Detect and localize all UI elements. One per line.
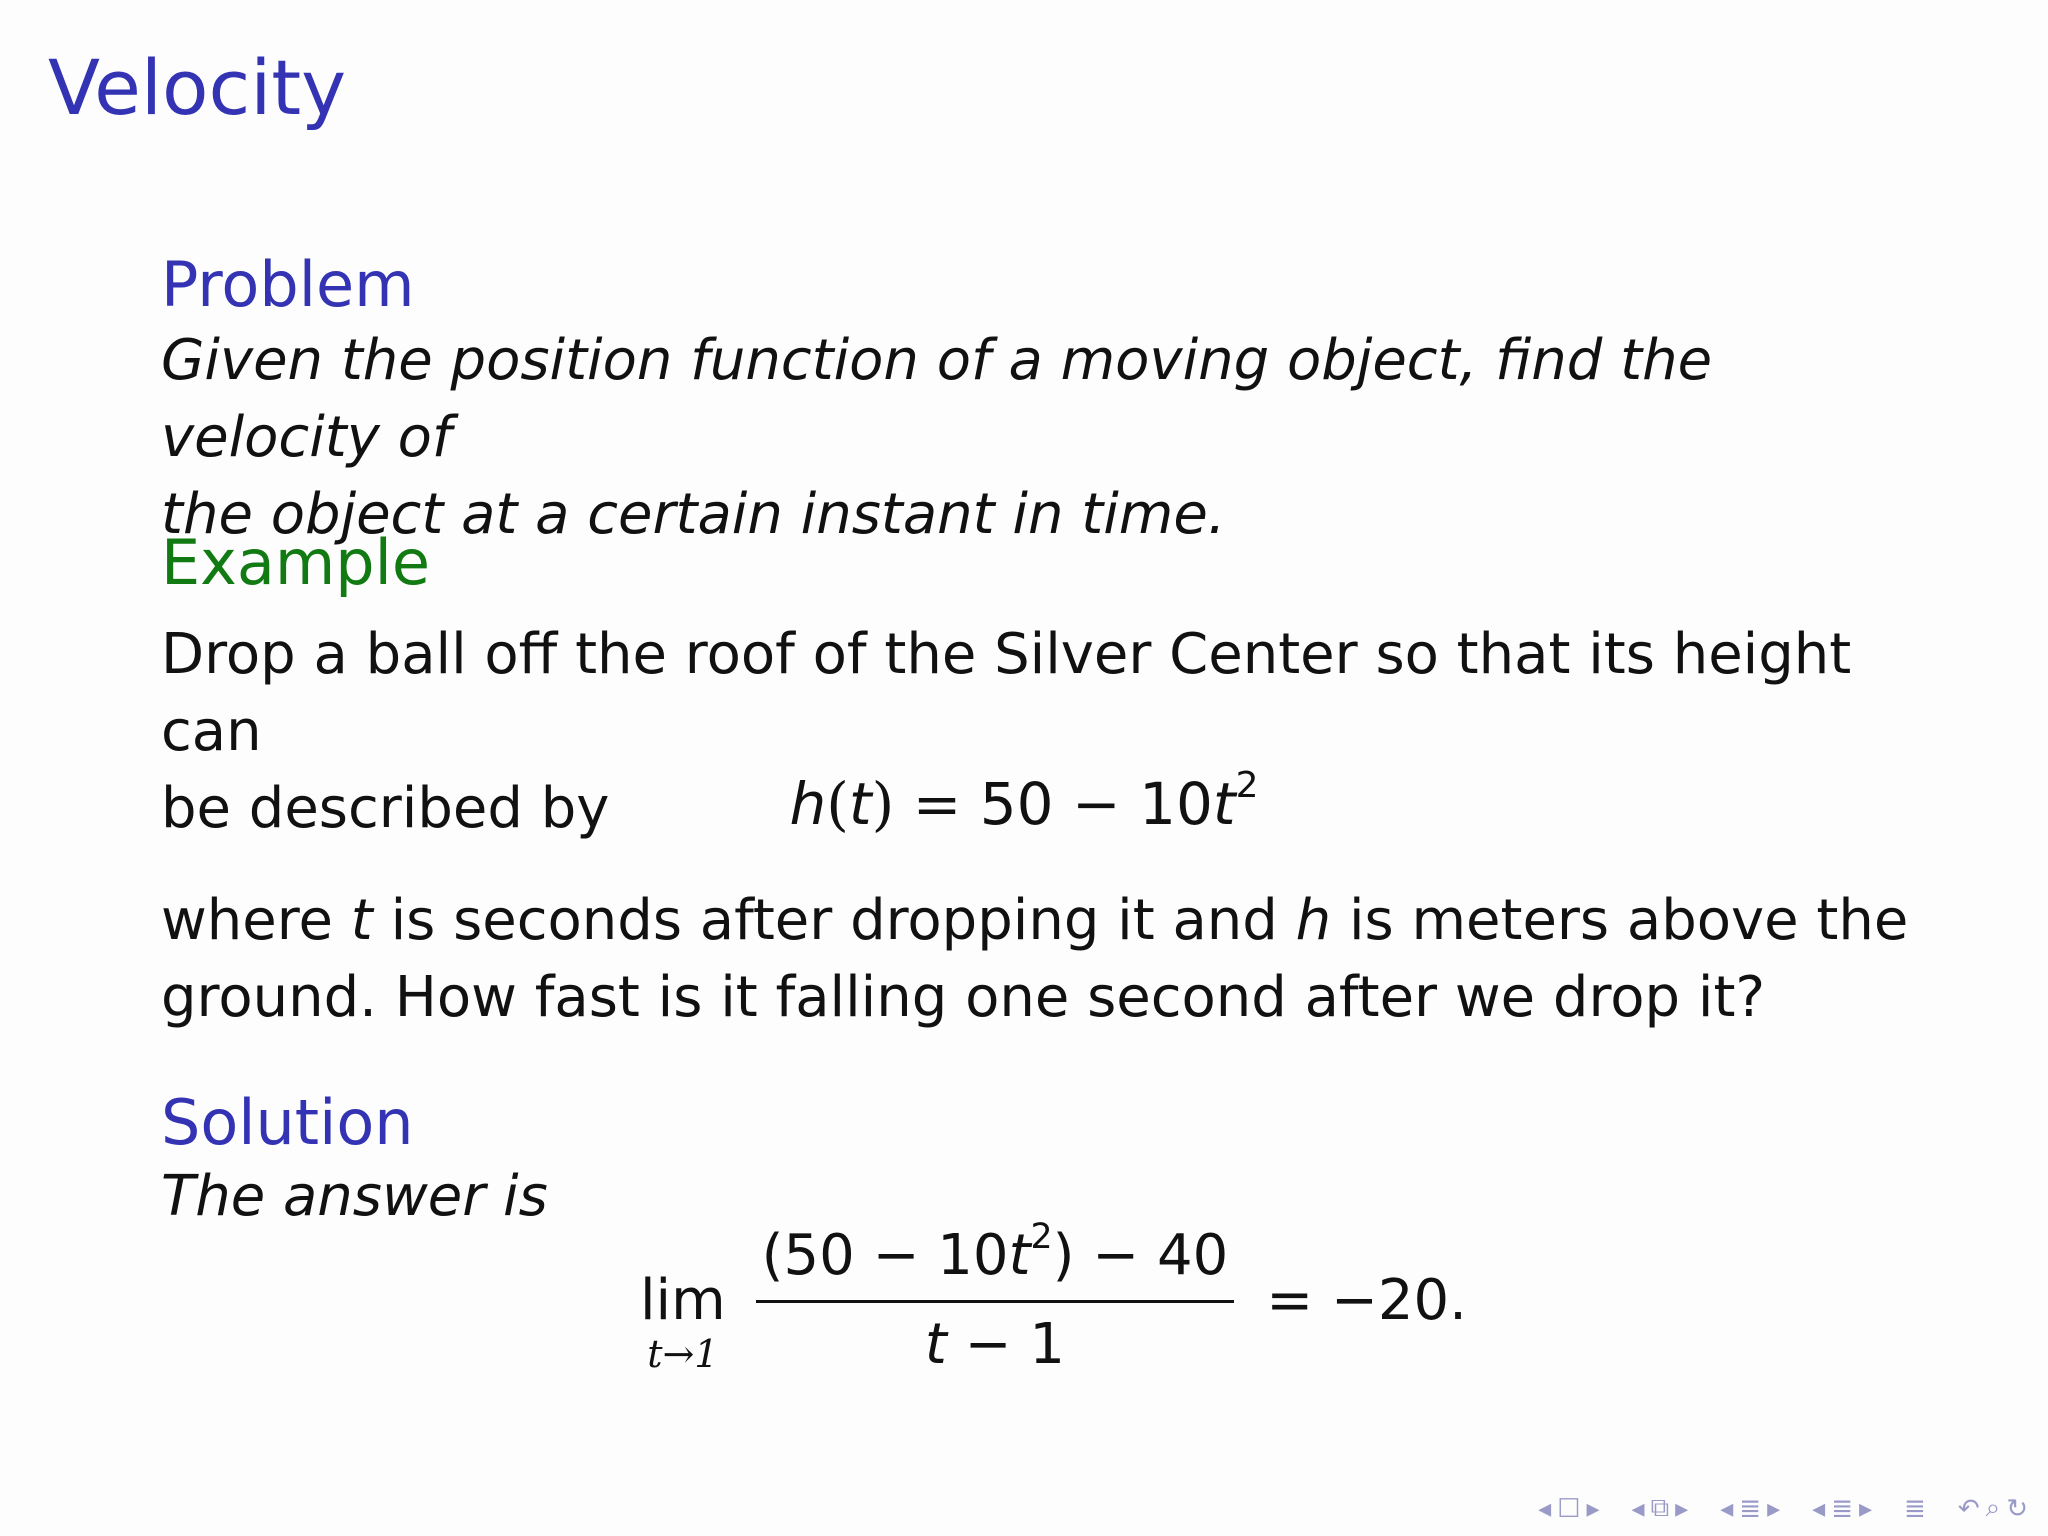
example-heading: Example xyxy=(161,526,430,599)
lim-subscript: t→1 xyxy=(647,1332,719,1376)
eq-fn: h xyxy=(789,770,827,838)
problem-text xyxy=(161,322,1911,553)
eq-equals: = xyxy=(912,770,962,838)
eq-var-2: t xyxy=(1212,770,1236,838)
eq-coef: 10 xyxy=(1139,770,1213,838)
section-icon[interactable]: ≣ xyxy=(1739,1493,1762,1524)
fraction-denominator: t − 1 xyxy=(924,1312,1066,1377)
problem-heading: Problem xyxy=(161,248,415,321)
example-line-4: ground. How fast is it falling one second after we drop it? xyxy=(161,965,1766,1030)
nav-part-group xyxy=(1812,1494,1872,1524)
example-line-2: be described by xyxy=(161,776,610,841)
height-equation: $h(t) = 50 - 10t^2$ xyxy=(789,765,1259,838)
problem-line-2: the object at a certain instant in time. xyxy=(161,482,1226,547)
example-line-3: where t is seconds after dropping it and h is meters above the xyxy=(161,888,1909,953)
nav-left-arrow-icon[interactable]: ◂ xyxy=(1720,1493,1734,1524)
nav-left-arrow-icon[interactable]: ◂ xyxy=(1812,1493,1826,1524)
eq-var: t xyxy=(848,770,872,838)
nav-section-group xyxy=(1720,1494,1780,1524)
nav-align-group xyxy=(1904,1494,1926,1524)
limit-fraction xyxy=(756,1216,1235,1377)
refresh-icon[interactable]: ↻ xyxy=(2006,1493,2028,1524)
nav-tools-group xyxy=(1958,1493,2028,1524)
frame-icon[interactable]: ☐ xyxy=(1557,1493,1581,1524)
back-icon[interactable]: ↶ xyxy=(1957,1493,1980,1524)
nav-subsection-group xyxy=(1632,1493,1689,1524)
var-t: t xyxy=(350,888,373,953)
limit-operator xyxy=(640,1228,726,1376)
solution-intro: The answer is xyxy=(161,1164,548,1229)
eq-exp: 2 xyxy=(1235,765,1259,807)
var-h: h xyxy=(1295,888,1332,953)
limit-expression xyxy=(640,1216,1467,1377)
nav-frame-group xyxy=(1538,1494,1599,1524)
nav-right-arrow-icon[interactable]: ▸ xyxy=(1586,1493,1600,1524)
nav-right-arrow-icon[interactable]: ▸ xyxy=(1675,1493,1689,1524)
slide-title: Velocity xyxy=(48,43,347,132)
eq-const: 50 xyxy=(979,770,1054,838)
section-icon[interactable]: ≣ xyxy=(1831,1493,1853,1524)
eq-minus: − xyxy=(1072,770,1121,838)
lim-word: lim xyxy=(640,1268,726,1333)
limit-result: = −20. xyxy=(1266,1267,1467,1333)
problem-line-1: Given the position function of a moving object, find the velocity of xyxy=(161,328,1713,470)
nav-left-arrow-icon[interactable]: ◂ xyxy=(1538,1493,1552,1524)
example-line-1: Drop a ball off the roof of the Silver Center so that its height can xyxy=(161,622,1852,764)
example-continuation xyxy=(161,882,1911,1036)
search-icon[interactable]: ⌕ xyxy=(1985,1493,2001,1523)
nav-right-arrow-icon[interactable]: ▸ xyxy=(1858,1493,1873,1524)
fraction-numerator: $(50 - 10t^2) - 40$ xyxy=(761,1216,1229,1288)
nav-left-arrow-icon[interactable]: ◂ xyxy=(1631,1493,1645,1524)
nav-right-arrow-icon[interactable]: ▸ xyxy=(1767,1493,1781,1524)
beamer-nav-bar xyxy=(1538,1493,2028,1524)
solution-heading: Solution xyxy=(161,1086,414,1159)
align-icon[interactable]: ≣ xyxy=(1904,1493,1926,1524)
subsection-icon[interactable]: ⧉ xyxy=(1650,1493,1670,1523)
